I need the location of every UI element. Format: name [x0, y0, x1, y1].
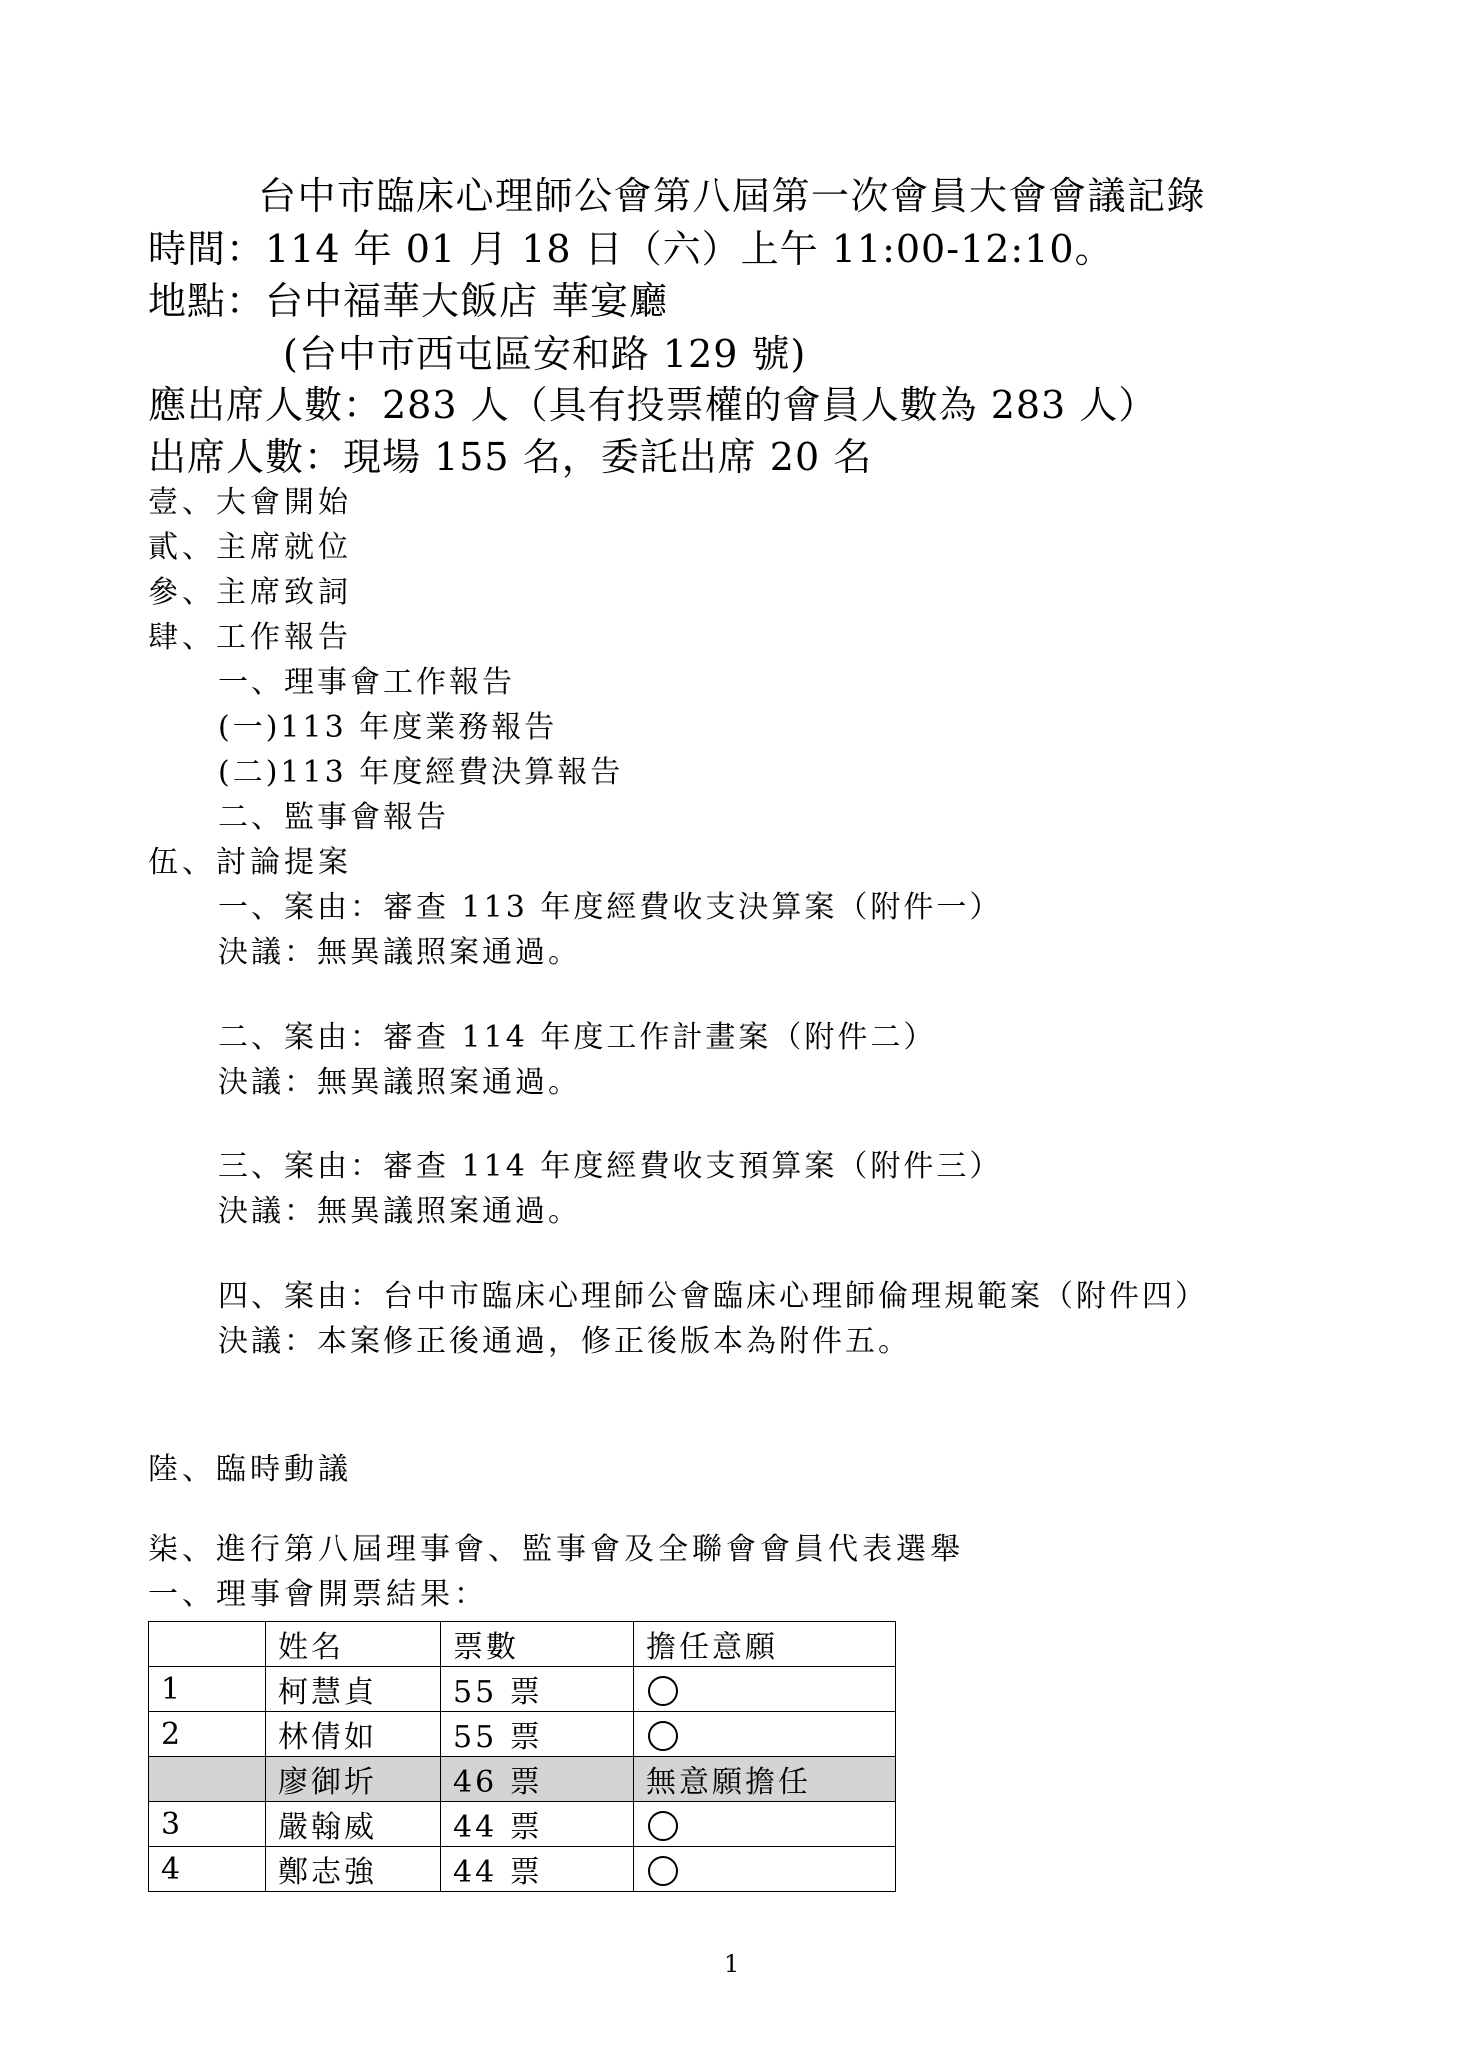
proposal-3-case: 三、案由：審查 114 年度經費收支預算案（附件三）	[218, 1149, 1003, 1184]
row-willingness	[634, 1667, 896, 1712]
section-5: 伍、討論提案	[148, 845, 352, 880]
meeting-address: (台中市西屯區安和路 129 號)	[283, 332, 807, 376]
table-row	[149, 1802, 896, 1847]
section-7: 柒、進行第八屆理事會、監事會及全聯會會員代表選舉	[148, 1532, 964, 1567]
section-4: 肆、工作報告	[148, 620, 352, 655]
row-votes: 44 票	[441, 1847, 634, 1892]
proposal-1-case: 一、案由：審查 113 年度經費收支決算案（附件一）	[218, 890, 1003, 925]
section-3: 參、主席致詞	[148, 575, 352, 610]
table-row	[149, 1712, 896, 1757]
row-willingness	[634, 1712, 896, 1757]
row-name: 柯慧貞	[266, 1667, 441, 1712]
row-votes: 46 票	[441, 1757, 634, 1802]
row-name: 林倩如	[266, 1712, 441, 1757]
proposal-4-resolution: 決議：本案修正後通過，修正後版本為附件五。	[218, 1324, 911, 1359]
section-4-item-a1: (一)113 年度業務報告	[218, 710, 558, 745]
page-title: 台中市臨床心理師公會第八屆第一次會員大會會議記錄	[258, 174, 1207, 218]
row-no	[149, 1757, 266, 1802]
actual-attendance: 出席人數：現場 155 名，委託出席 20 名	[148, 435, 873, 479]
table-header-row	[149, 1622, 896, 1667]
table-row	[149, 1847, 896, 1892]
table-row	[149, 1667, 896, 1712]
header-willingness: 擔任意願	[634, 1622, 896, 1667]
expected-attendance: 應出席人數：283 人（具有投票權的會員人數為 283 人）	[148, 383, 1158, 427]
proposal-2-case: 二、案由：審查 114 年度工作計畫案（附件二）	[218, 1020, 937, 1055]
row-votes: 44 票	[441, 1802, 634, 1847]
section-1: 壹、大會開始	[148, 485, 352, 520]
row-no: 4	[149, 1847, 266, 1892]
meeting-place: 地點：台中福華大飯店 華宴廳	[148, 279, 669, 323]
row-no: 1	[149, 1667, 266, 1712]
proposal-1-resolution: 決議：無異議照案通過。	[218, 935, 581, 970]
row-no: 3	[149, 1802, 266, 1847]
row-votes: 55 票	[441, 1712, 634, 1757]
section-7-item-a: 一、理事會開票結果：	[148, 1577, 488, 1612]
circle-icon	[648, 1721, 678, 1751]
row-willingness: 無意願擔任	[634, 1757, 896, 1802]
section-4-item-b: 二、監事會報告	[218, 800, 449, 835]
proposal-2-resolution: 決議：無異議照案通過。	[218, 1065, 581, 1100]
section-4-item-a: 一、理事會工作報告	[218, 665, 515, 700]
proposal-4-case: 四、案由：台中市臨床心理師公會臨床心理師倫理規範案（附件四）	[218, 1279, 1208, 1314]
row-willingness	[634, 1802, 896, 1847]
section-6: 陸、臨時動議	[148, 1452, 352, 1487]
row-willingness	[634, 1847, 896, 1892]
vote-results-table	[148, 1621, 896, 1892]
header-no	[149, 1622, 266, 1667]
row-name: 鄭志強	[266, 1847, 441, 1892]
section-2: 貳、主席就位	[148, 530, 352, 565]
meeting-time: 時間：114 年 01 月 18 日（六）上午 11:00-12:10。	[148, 227, 1114, 271]
circle-icon	[648, 1676, 678, 1706]
circle-icon	[648, 1811, 678, 1841]
row-no: 2	[149, 1712, 266, 1757]
circle-icon	[648, 1856, 678, 1886]
proposal-3-resolution: 決議：無異議照案通過。	[218, 1194, 581, 1229]
table-row-highlighted	[149, 1757, 896, 1802]
header-votes: 票數	[441, 1622, 634, 1667]
row-name: 嚴翰威	[266, 1802, 441, 1847]
section-4-item-a2: (二)113 年度經費決算報告	[218, 755, 624, 790]
row-name: 廖御圻	[266, 1757, 441, 1802]
header-name: 姓名	[266, 1622, 441, 1667]
page-number: 1	[724, 1950, 740, 1978]
row-votes: 55 票	[441, 1667, 634, 1712]
